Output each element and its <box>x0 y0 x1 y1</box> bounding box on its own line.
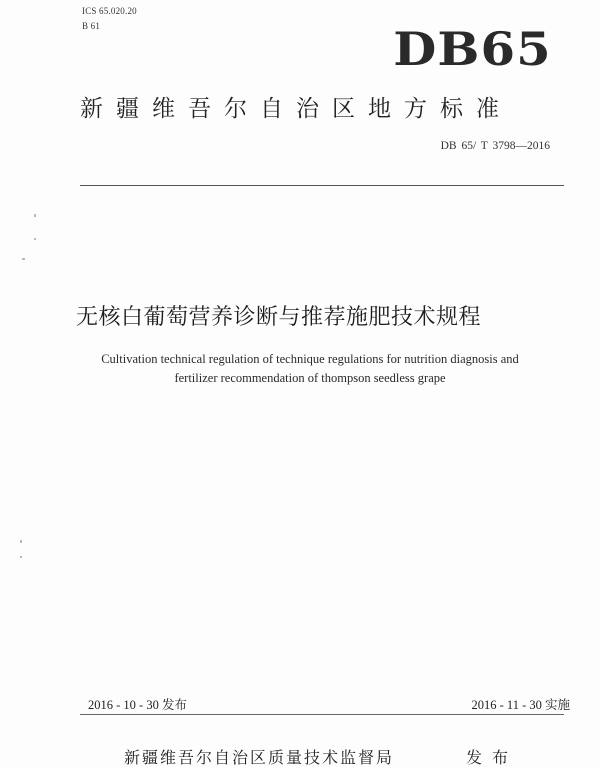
document-title-english-line2: fertilizer recommendation of thompson seedless grape <box>174 371 446 385</box>
standard-type-heading: 新疆维吾尔自治区地方标准 <box>80 96 512 122</box>
scan-artifact-mark <box>22 258 25 260</box>
issue-label: 发布 <box>466 748 519 767</box>
ics-code: ICS 65.020.20 <box>82 6 137 16</box>
scan-artifact-mark <box>20 556 22 558</box>
scan-artifact-mark <box>20 540 22 543</box>
document-title-english-line1: Cultivation technical regulation of technique regulations for nutrition diagnosis and <box>101 352 519 366</box>
implementation-date: 2016 - 11 - 30 实施 <box>471 698 570 712</box>
ccs-code: B 61 <box>82 21 101 31</box>
issuing-authority: 新疆维吾尔自治区质量技术监督局 <box>124 748 395 767</box>
standard-number: DB 65/ T 3798—2016 <box>440 140 550 152</box>
footer-divider <box>80 714 564 715</box>
header-divider <box>80 185 564 186</box>
scan-artifact-mark <box>34 238 36 240</box>
document-title-chinese: 无核白葡萄营养诊断与推荐施肥技术规程 <box>76 305 482 330</box>
issue-date: 2016 - 10 - 30 发布 <box>88 698 187 712</box>
standard-logo: DB65 <box>393 22 552 76</box>
scan-artifact-mark <box>34 214 36 217</box>
